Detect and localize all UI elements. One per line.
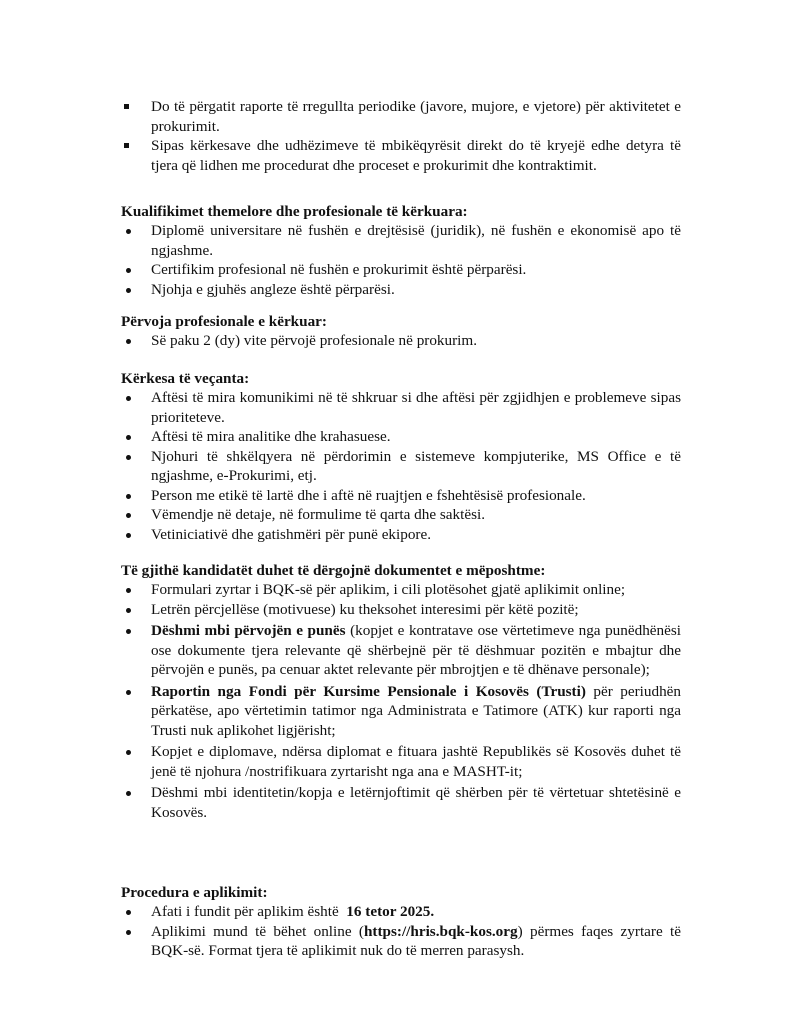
- qualifications-list: [121, 221, 681, 299]
- list-item: Certifikim profesional në fushën e prokurimit është përparësi.: [121, 260, 681, 280]
- procedure-list: [121, 902, 681, 961]
- list-item: Dëshmi mbi identitetin/kopja e letërnjoftimit që shërben për të vërtetuar shtetësinë e Kosovës.: [121, 783, 681, 822]
- list-item: Aplikimi mund të bëhet online (https://hris.bqk-kos.org) përmes faqes zyrtare të BQK-së. Format tjera të aplikimit nuk do të merren parasysh.: [121, 922, 681, 961]
- section-heading: Kualifikimet themelore dhe profesionale të kërkuara:: [121, 203, 468, 220]
- list-item: Aftësi të mira komunikimi në të shkruar si dhe aftësi për zgjidhjen e problemeve sipas prioriteteve.: [121, 388, 681, 427]
- section-heading: Përvoja profesionale e kërkuar:: [121, 313, 327, 330]
- list-item: Së paku 2 (dy) vite përvojë profesionale në prokurim.: [121, 331, 681, 351]
- experience-section: [121, 312, 681, 351]
- list-item: Njohuri të shkëlqyera në përdorimin e sistemeve kompjuterike, MS Office e të ngjashme, e-Prokurimi, etj.: [121, 447, 681, 486]
- section-heading: Kërkesa të veçanta:: [121, 370, 250, 387]
- list-item: Formulari zyrtar i BQK-së për aplikim, i cili plotësohet gjatë aplikimit online;: [121, 580, 681, 600]
- list-item: Do të përgatit raporte të rregullta periodike (javore, mujore, e vjetore) për aktivitetet e prokurimit.: [121, 97, 681, 136]
- special-requirements-list: [121, 388, 681, 544]
- list-item: Aftësi të mira analitike dhe krahasuese.: [121, 427, 681, 447]
- application-link[interactable]: https://hris.bqk-kos.org: [363, 922, 518, 940]
- section-heading: Të gjithë kandidatët duhet të dërgojnë dokumentet e mëposhtme:: [121, 562, 546, 579]
- experience-list: [121, 331, 681, 351]
- list-item: Person me etikë të lartë dhe i aftë në ruajtjen e fshehtësisë profesionale.: [121, 486, 681, 506]
- list-item: Sipas kërkesave dhe udhëzimeve të mbikëqyrësit direkt do të kryejë edhe detyra të tjera që lidhen me procedurat dhe proceset e prokurimit dhe kontraktimit.: [121, 136, 681, 175]
- list-item: Vetiniciativë dhe gatishmëri për punë ekipore.: [121, 525, 681, 545]
- list-item: Kopjet e diplomave, ndërsa diplomat e fituara jashtë Republikës së Kosovës duhet të jenë të njohura /nostrifikuara zyrtarisht nga ana e MASHT-it;: [121, 742, 681, 781]
- list-item: Letrën përcjellëse (motivuese) ku theksohet interesimi për këtë pozitë;: [121, 600, 681, 620]
- list-item: Dëshmi mbi përvojën e punës (kopjet e kontratave ose vërtetimeve nga punëdhënësi ose dokumente tjera relevante që shërbejnë për të dëshmuar pozitën e mbajtur dhe përvojën e punës, pa cenuar aktet relevante për mbrojtjen e të dhënave personale);: [121, 621, 681, 680]
- qualifications-section: [121, 202, 681, 299]
- deadline-date: 16 tetor 2025.: [346, 903, 435, 920]
- intro-section: [121, 97, 681, 175]
- special-requirements-section: [121, 369, 681, 544]
- list-item: Raportin nga Fondi për Kursime Pensionale i Kosovës (Trusti) për periudhën përkatëse, apo vërtetimin tatimor nga Administrata e Tatimore (ATK) kur raporti nga Trusti nuk aplikohet ligjërisht;: [121, 682, 681, 741]
- documents-section: [121, 561, 681, 822]
- list-item: Afati i fundit për aplikim është 16 tetor 2025.: [121, 902, 681, 922]
- section-heading: Procedura e aplikimit:: [121, 884, 268, 901]
- list-item: Njohja e gjuhës angleze është përparësi.: [121, 280, 681, 300]
- procedure-section: [121, 883, 681, 961]
- intro-bullet-list: [121, 97, 681, 175]
- list-item: Vëmendje në detaje, në formulime të qarta dhe saktësi.: [121, 505, 681, 525]
- documents-list: [121, 580, 681, 822]
- list-item: Diplomë universitare në fushën e drejtësisë (juridik), në fushën e ekonomisë apo të ngjashme.: [121, 221, 681, 260]
